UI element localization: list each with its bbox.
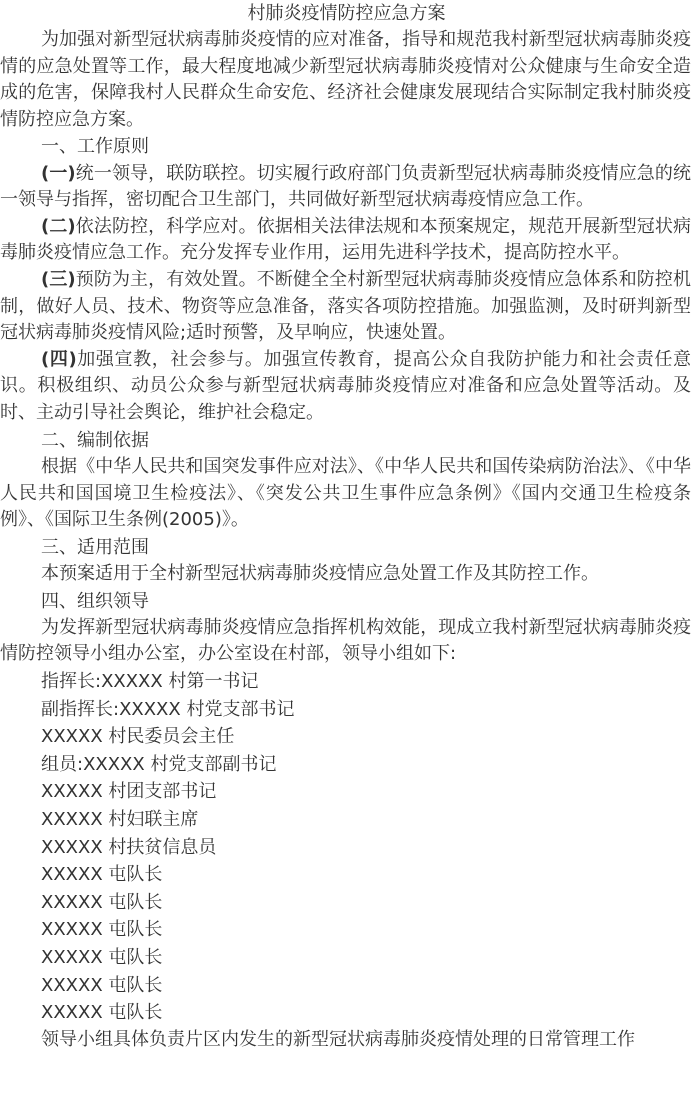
document-title: 村肺炎疫情防控应急方案 <box>247 3 446 24</box>
principle-text: 预防为主，有效处置。不断健全全村新型冠状病毒肺炎疫情应急体系和防控机制，做好人员、技术、物资等应急准备，落实各项防控措施。加强监测，及时研判新型冠状病毒肺炎疫情风险;适时预警，及早响应，快速处置。 <box>0 269 692 344</box>
list-item: XXXXX 屯队长 <box>41 1002 163 1024</box>
principle-item <box>0 214 693 267</box>
principle-text: 依法防控，科学应对。依据相关法律法规和本预案规定，规范开展新型冠状病毒肺炎疫情应急工作。充分发挥专业作用，运用先进科学技术，提高防控水平。 <box>0 215 692 264</box>
list-item: 副指挥长:XXXXX 村党支部书记 <box>41 698 295 720</box>
member-list <box>0 668 693 1027</box>
list-item: XXXXX 屯队长 <box>41 947 163 968</box>
list-item: XXXXX 村扶贫信息员 <box>41 836 217 858</box>
section-heading-basis: 二、编制依据 <box>41 429 149 451</box>
list-item: 组员:XXXXX 村党支部副书记 <box>41 753 277 775</box>
principle-item <box>0 267 693 347</box>
list-item: XXXXX 村妇联主席 <box>41 809 199 831</box>
truncated-paragraph: 领导小组具体负责片区内发生的新型冠状病毒肺炎疫情处理的日常管理工作 <box>41 1028 635 1050</box>
list-item: 指挥长:XXXXX 村第一书记 <box>41 671 259 693</box>
organization-paragraph: 为发挥新型冠状病毒肺炎疫情应急指挥机构效能，现成立我村新型冠状病毒肺炎疫情防控领导小组办公室，办公室设在村部，领导小组如下: <box>0 616 691 665</box>
list-item: XXXXX 屯队长 <box>41 891 163 913</box>
section-heading-principles: 一、工作原则 <box>41 136 149 158</box>
list-item: XXXXX 屯队长 <box>41 864 163 886</box>
basis-paragraph: 根据《中华人民共和国突发事件应对法》、《中华人民共和国传染病防治法》、《中华人民共和国国境卫生检疫法》、《突发公共卫生事件应急条例》《国内交通卫生检疫条例》、《国际卫生条例(2005)》。 <box>0 455 691 531</box>
principle-item <box>0 161 693 214</box>
principle-item <box>0 347 693 427</box>
principle-text: 统一领导，联防联控。切实履行政府部门负责新型冠状病毒肺炎疫情应急的统一领导与指挥，密切配合卫生部门，共同做好新型冠状病毒疫情应急工作。 <box>0 162 692 211</box>
scope-paragraph: 本预案适用于全村新型冠状病毒肺炎疫情应急处置工作及其防控工作。 <box>41 562 599 584</box>
list-item: XXXXX 村团支部书记 <box>41 781 217 803</box>
principle-number: (三) <box>41 269 76 291</box>
principle-number: (二) <box>41 215 76 237</box>
principle-number: (四) <box>41 348 77 370</box>
section-heading-organization: 四、组织领导 <box>41 590 149 612</box>
list-item: XXXXX 村民委员会主任 <box>41 726 235 748</box>
principle-text: 加强宣教，社会参与。加强宣传教育，提高公众自我防护能力和社会责任意识。积极组织、动员公众参与新型冠状病毒肺炎疫情应对准备和应急处置等活动。及时、主动引导社会舆论，维护社会稳定。 <box>0 348 691 424</box>
list-item: XXXXX 屯队长 <box>41 919 163 941</box>
section-heading-scope: 三、适用范围 <box>41 536 149 558</box>
principle-number: (一) <box>41 162 76 184</box>
intro-paragraph: 为加强对新型冠状病毒肺炎疫情的应对准备，指导和规范我村新型冠状病毒肺炎疫情的应急处置等工作，最大程度地减少新型冠状病毒肺炎疫情对公众健康与生命安全造成的危害，保障我村人民群众生命安危、经济社会健康发展现结合实际制定我村肺炎疫情防控应急方案。 <box>0 29 691 130</box>
list-item: XXXXX 屯队长 <box>41 974 163 996</box>
